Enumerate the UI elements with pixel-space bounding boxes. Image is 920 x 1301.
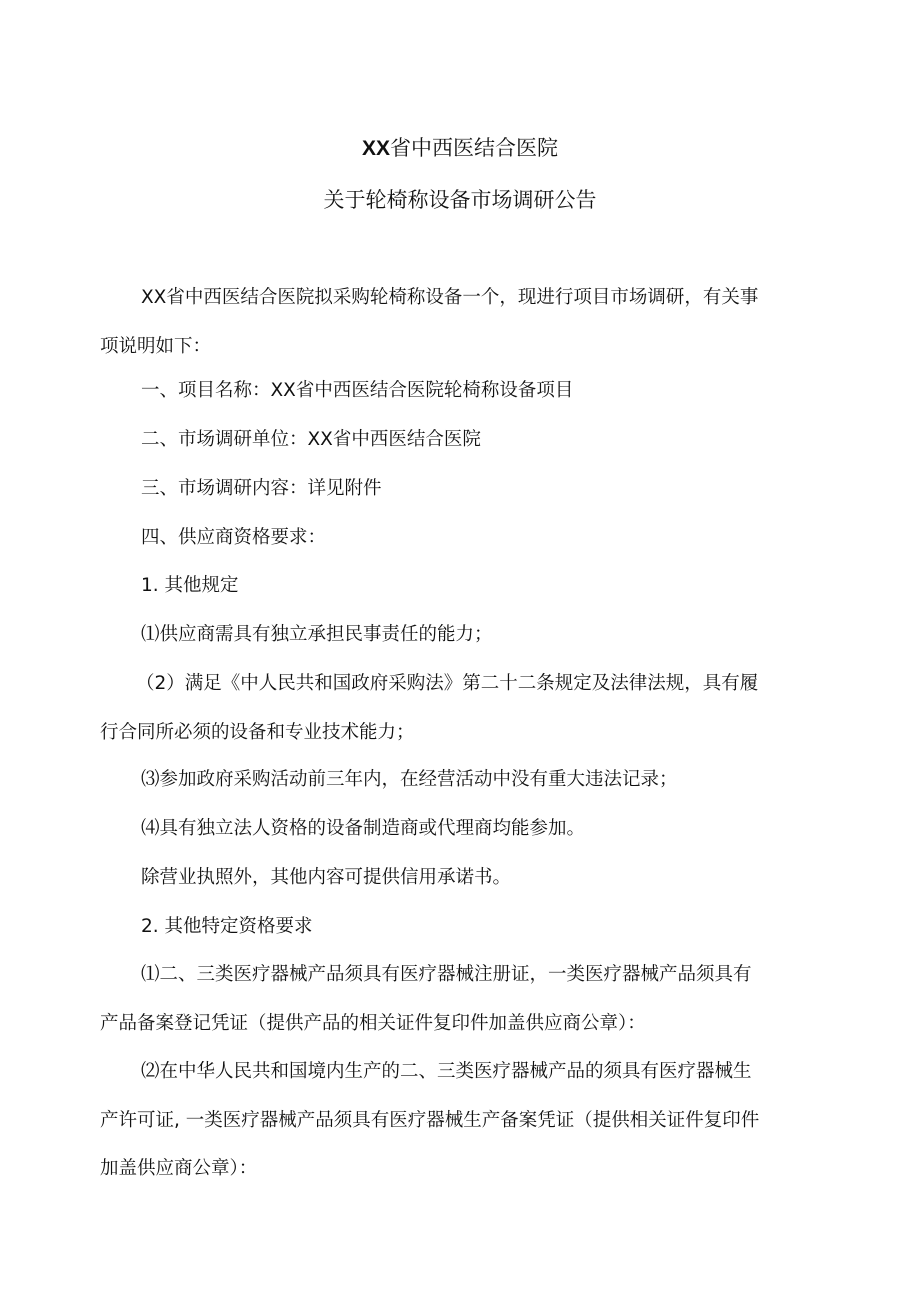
paragraph-section-1-note (100, 854, 865, 903)
paragraph-section-1-item-3 (100, 756, 865, 805)
paragraph-section-1-item-4 (100, 805, 865, 854)
paragraph-item-1 (100, 367, 865, 416)
paragraph-line: ⑷具有独立法人资格的设备制造商或代理商均能参加。 (141, 818, 586, 839)
paragraph-line: （2）满足《中人民共和国政府采购法》第二十二条规定及法律法规，具有履 (136, 673, 759, 694)
paragraph-line: 项说明如下： (100, 335, 212, 357)
paragraph-line: ⑴供应商需具有独立承担民事责任的能力； (141, 624, 493, 645)
paragraph-line: 一、项目名称：XX省中西医结合医院轮椅称设备项目 (141, 380, 574, 401)
paragraph-intro (100, 274, 865, 371)
paragraph-item-4 (100, 514, 865, 563)
paragraph-line: 1. 其他规定 (141, 575, 239, 596)
paragraph-line: 行合同所必须的设备和专业技术能力； (100, 721, 415, 743)
paragraph-item-2 (100, 416, 865, 465)
paragraph-line: ⑴二、三类医疗器械产品须具有医疗器械注册证，一类医疗器械产品须具有 (141, 964, 752, 985)
paragraph-item-3 (100, 465, 865, 514)
section-heading-1 (100, 562, 865, 611)
paragraph-line: 除营业执照外，其他内容可提供信用承诺书。 (141, 867, 512, 888)
paragraph-line: 三、市场调研内容：详见附件 (141, 478, 382, 499)
paragraph-line: ⑶参加政府采购活动前三年内，在经营活动中没有重大违法记录； (141, 769, 678, 790)
paragraph-line: 二、市场调研单位：XX省中西医结合医院 (141, 429, 481, 450)
paragraph-line: 产品备案登记凭证（提供产品的相关证件复印件加盖供应商公章）： (100, 1012, 646, 1034)
paragraph-section-1-item-1 (100, 611, 865, 660)
paragraph-section-2-item-2 (100, 1048, 865, 1194)
title-hospital-name: 省中西医结合医院 (390, 136, 558, 160)
paragraph-line: 四、供应商资格要求： (141, 527, 327, 548)
section-heading-2 (100, 903, 865, 952)
paragraph-line: XX省中西医结合医院拟采购轮椅称设备一个，现进行项目市场调研，有关事 (141, 287, 759, 308)
paragraph-section-1-item-2 (100, 660, 865, 757)
paragraph-line: ⑵在中华人民共和国境内生产的二、三类医疗器械产品的须具有医疗器械生 (141, 1061, 752, 1082)
paragraph-section-2-item-1 (100, 951, 865, 1048)
document-title-hospital (0, 134, 920, 163)
title-prefix: XX (361, 137, 390, 160)
paragraph-line: 产许可证, 一类医疗器械产品须具有医疗器械生产备案凭证（提供相关证件复印件 (100, 1109, 760, 1131)
paragraph-line: 加盖供应商公章）： (100, 1158, 258, 1179)
document-title-subject: 关于轮椅称设备市场调研公告 (323, 188, 597, 212)
paragraph-line: 2. 其他特定资格要求 (141, 916, 313, 937)
